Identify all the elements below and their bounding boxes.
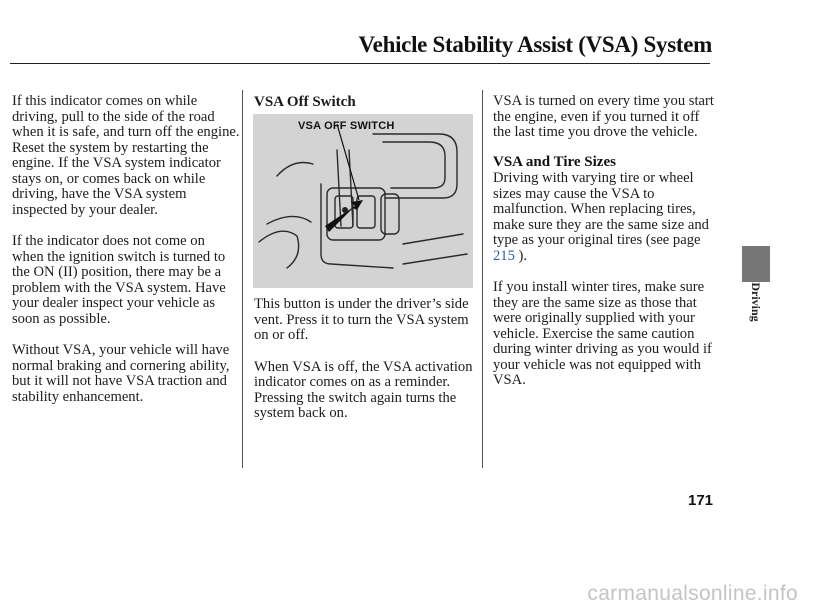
page-215-link[interactable]: 215: [493, 247, 515, 264]
paragraph: If the indicator does not come on when the ignition switch is turned to the ON (II) position, there may be a problem with the VSA system. Have your dealer inspect your vehicle as soon as possible.: [12, 233, 226, 327]
paragraph: Without VSA, your vehicle will have normal braking and cornering ability, but it will not have VSA traction and stability enhancement.: [12, 342, 230, 405]
page-title: Vehicle Stability Assist (VSA) System: [358, 32, 712, 57]
section-heading-vsa-off-switch: VSA Off Switch: [254, 94, 356, 110]
figure-caption: VSA OFF SWITCH: [298, 120, 395, 132]
vsa-off-switch-figure: [253, 114, 473, 288]
column-divider: [482, 90, 483, 468]
column-right: [493, 94, 719, 405]
column-middle: [254, 297, 476, 438]
paragraph-text: ).: [514, 247, 528, 264]
section-heading-vsa-tire-sizes: VSA and Tire Sizes: [493, 153, 616, 170]
header-divider: [10, 63, 710, 64]
watermark: carmanualsonline.info: [587, 582, 798, 605]
paragraph: When VSA is off, the VSA activation indicator comes on as a reminder. Pressing the switch again turns the system back on.: [254, 358, 473, 421]
paragraph-text: Driving with varying tire or wheel sizes may cause the VSA to malfunction. When replacing tires, make sure they are the same size and type as your original tires (see page: [493, 170, 709, 248]
paragraph: If this indicator comes on while driving, pull to the side of the road when it is safe, and turn off the engine. Reset the system by restarting the engine. If the VSA system indicator stays on, or comes back on while driving, have the VSA system inspected by your dealer.: [12, 93, 240, 218]
column-divider: [242, 90, 243, 468]
column-left: [12, 94, 240, 421]
page-number: 171: [688, 492, 714, 509]
vsa-switch-illustration: [253, 114, 473, 288]
paragraph: If you install winter tires, make sure they are the same size as those that were originally supplied with your vehicle. Exercise the same caution during winter driving as you would if your vehicle was not equipped with VSA.: [493, 279, 712, 388]
paragraph: VSA is turned on every time you start the engine, even if you turned it off the last time you drove the vehicle.: [493, 93, 714, 140]
section-tab-label: Driving: [749, 282, 763, 322]
paragraph: This button is under the driver’s side vent. Press it to turn the VSA system on or off.: [254, 296, 469, 343]
